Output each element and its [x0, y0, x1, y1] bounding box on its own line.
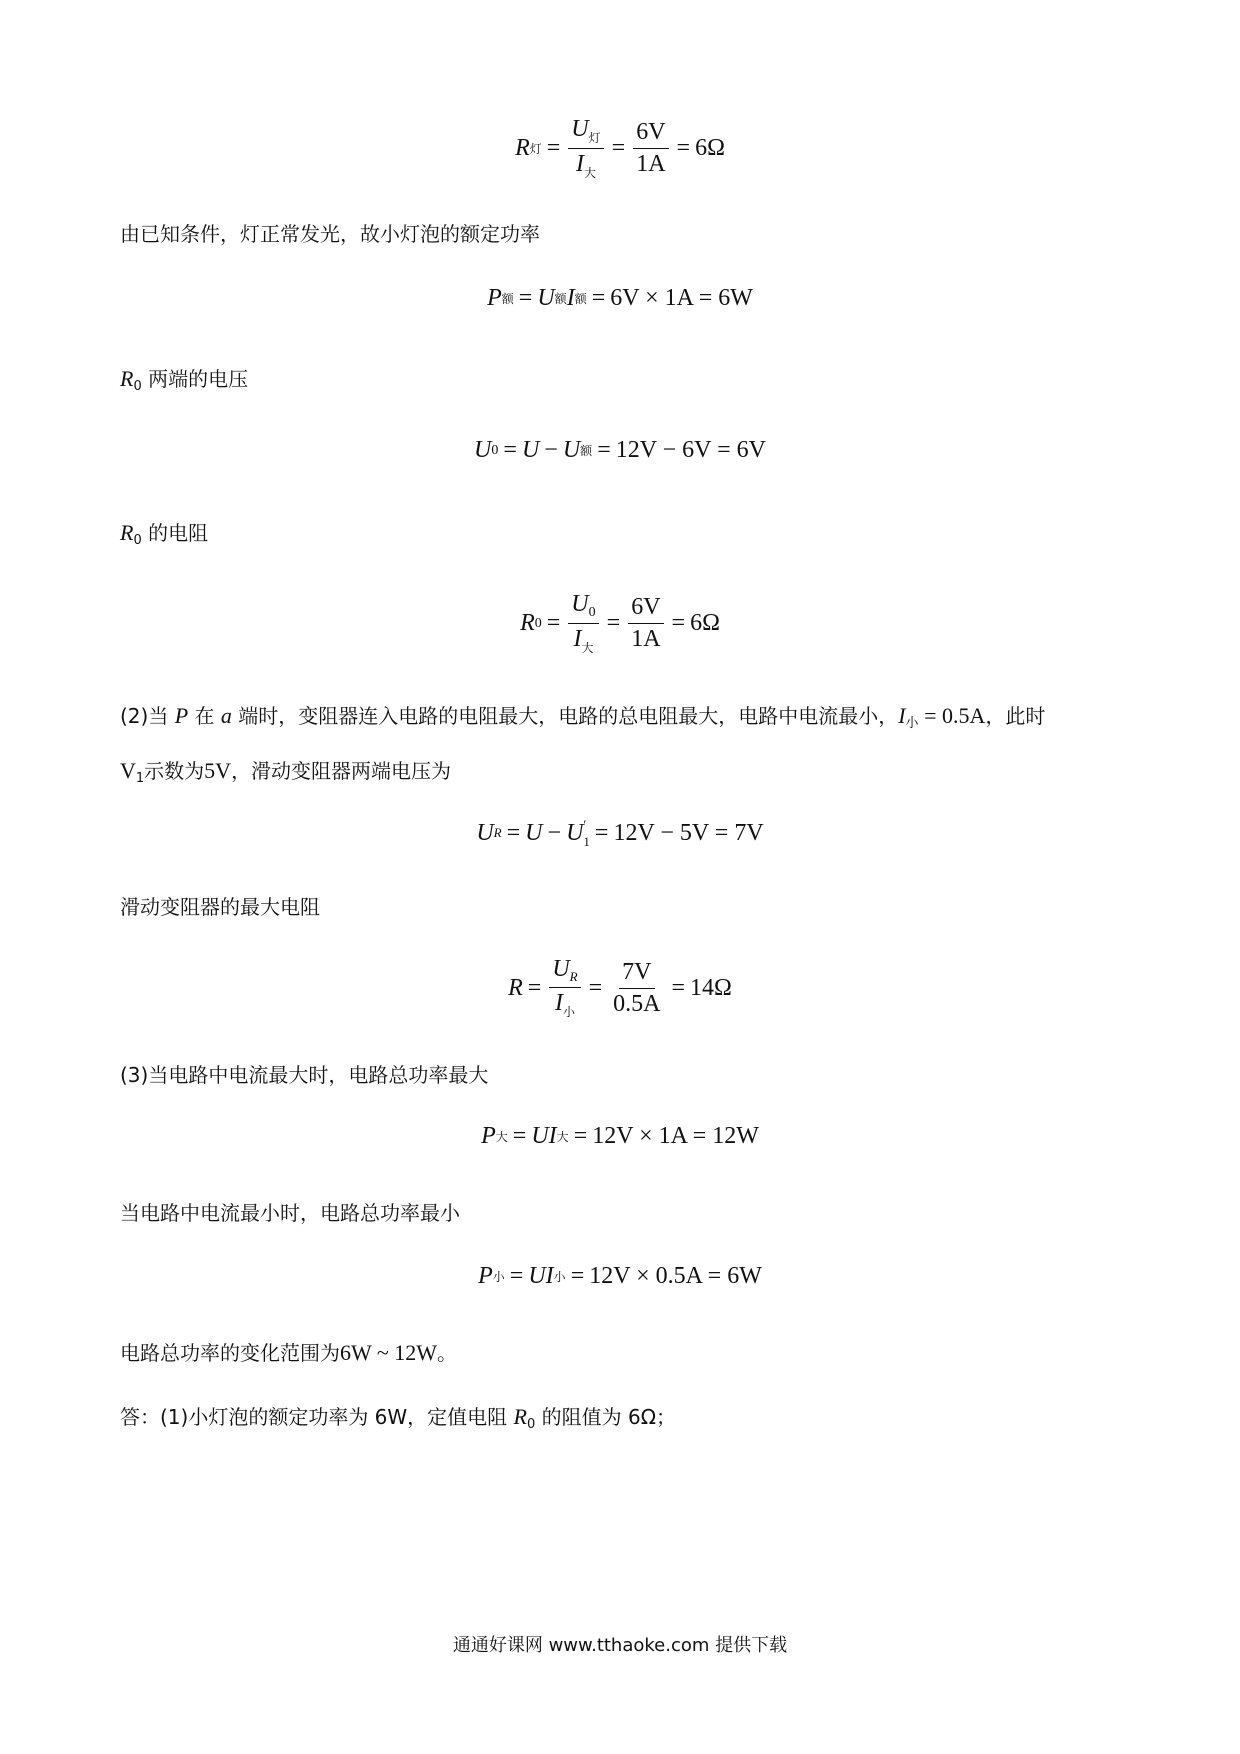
paragraph: [120, 703, 1045, 732]
sub: 额: [580, 444, 593, 458]
var-i: I: [554, 990, 563, 1016]
result: 6Ω: [695, 135, 725, 161]
var-i: I: [898, 703, 906, 728]
var-u: U: [474, 437, 492, 463]
paragraph: [120, 520, 208, 549]
fraction: [568, 116, 603, 181]
paragraph: [120, 1340, 457, 1366]
sub: 额: [574, 292, 587, 306]
text: (2)当: [120, 704, 175, 728]
result: 6Ω: [690, 610, 720, 636]
fraction: [568, 591, 598, 656]
paragraph: 由已知条件，灯正常发光，故小灯泡的额定功率: [120, 222, 540, 246]
fraction: [549, 956, 580, 1020]
sub: 灯: [588, 131, 601, 145]
sub: 0: [534, 615, 542, 631]
sub: 0: [527, 1417, 536, 1432]
var-u: U: [571, 591, 589, 617]
sub: 0: [133, 533, 142, 548]
formula-r-max: R = $\frac{U_R}{I_小}$ = $\frac{7V}{0.5A}$ = 14Ω: [508, 956, 732, 1019]
fraction: [628, 594, 663, 653]
v1-label: V: [120, 758, 136, 783]
var-ui: UI: [531, 1123, 557, 1149]
var-i: I: [566, 285, 575, 311]
denominator: 1A: [631, 626, 661, 652]
formula-p-max: P 大 = UI 大 = 12V × 1A = 12W: [481, 1123, 759, 1149]
text: ，滑动变阻器两端电压为: [231, 759, 452, 783]
var-p: P: [478, 1263, 493, 1289]
text: 两端的电压: [141, 367, 249, 391]
text: 端时，变阻器连入电路的电阻最大，电路的总电阻最大，电路中电流最小，: [231, 704, 899, 728]
sub: 0: [133, 379, 142, 394]
value: = 0.5A: [918, 703, 986, 728]
var-u: U: [537, 285, 555, 311]
sub: 大: [583, 166, 596, 180]
text: ，此时: [985, 704, 1046, 728]
text: 示数为: [144, 759, 205, 783]
sub: 小: [492, 1270, 505, 1284]
sub: 小: [562, 1005, 575, 1019]
var-u: U: [525, 819, 543, 846]
var-u: U: [571, 116, 589, 142]
sub: 1: [583, 834, 590, 849]
var-r: R: [515, 135, 530, 161]
sub: 灯: [529, 142, 542, 156]
result: 12V × 0.5A = 6W: [589, 1263, 762, 1289]
numerator: 6V: [633, 119, 668, 149]
sub: 大: [495, 1130, 508, 1144]
var-u: U: [476, 819, 494, 846]
sub: 大: [581, 641, 594, 655]
var-r: R: [120, 520, 134, 545]
formula-ur: U R = U − U ′ 1 = 12V − 5V = 7V: [476, 817, 764, 849]
var-r: R: [520, 610, 535, 636]
result: 12V × 1A = 12W: [592, 1123, 759, 1149]
text: 答：(1)小灯泡的额定功率为 6W，定值电阻: [120, 1405, 514, 1429]
sub: 小: [553, 1270, 566, 1284]
sub: 1: [135, 771, 145, 786]
prime: ′: [583, 817, 587, 832]
var-ui: UI: [528, 1263, 554, 1289]
var-i: I: [573, 626, 582, 652]
denominator: 1A: [636, 151, 666, 177]
formula-u0: U 0 = U − U 额 = 12V − 6V = 6V: [474, 437, 766, 463]
text: 电路总功率的变化范围为: [120, 1341, 340, 1365]
fraction: [633, 119, 668, 178]
answer-paragraph: [120, 1404, 676, 1433]
sub: 额: [554, 292, 567, 306]
result: 14Ω: [690, 974, 732, 1001]
var-r: R: [120, 366, 134, 391]
paragraph: [120, 366, 248, 395]
var-i: I: [575, 151, 584, 177]
var-u: U: [521, 437, 540, 463]
result: 12V − 6V = 6V: [615, 437, 766, 463]
var-u: U: [562, 437, 581, 463]
var-a: a: [220, 703, 232, 728]
paragraph: [120, 758, 451, 787]
text: 。: [437, 1341, 458, 1365]
sub: 额: [501, 292, 514, 306]
text: 的电阻: [141, 521, 209, 545]
fraction: [610, 959, 663, 1018]
formula-r0: R 0 = $\frac{U_0}{I_大}$ = $\frac{6V}{1A}$ = 6Ω: [520, 591, 720, 655]
sub: 小: [905, 716, 919, 731]
result: 12V − 5V = 7V: [613, 819, 764, 846]
result: 6V × 1A = 6W: [610, 285, 753, 311]
value: 5V: [204, 758, 232, 783]
paragraph: 滑动变阻器的最大电阻: [120, 895, 320, 919]
text: 在: [188, 704, 221, 728]
var-u: U: [552, 956, 570, 982]
numerator: 7V: [619, 959, 654, 989]
var-r: R: [513, 1404, 527, 1429]
sub: 0: [588, 605, 596, 620]
text: 的阻值为 6Ω；: [535, 1405, 677, 1429]
var-p: P: [487, 285, 502, 311]
var-p: P: [481, 1123, 496, 1149]
denominator: 0.5A: [613, 990, 661, 1017]
formula-lamp-resistance: R 灯 = $\frac{U_灯}{I_大}$ = $\frac{6V}{1A}$ = 6Ω: [515, 116, 725, 180]
var-p: P: [174, 703, 189, 728]
var-r: R: [508, 974, 523, 1001]
value: 6W ~ 12W: [340, 1340, 438, 1365]
var-u: U: [566, 819, 584, 846]
page-footer: 通通好课网 www.tthaoke.com 提供下载: [452, 1635, 788, 1656]
sub: 0: [491, 442, 499, 458]
numerator: 6V: [628, 594, 663, 624]
sub: R: [569, 969, 578, 984]
paragraph: 当电路中电流最小时，电路总功率最小: [120, 1201, 460, 1225]
sub: 大: [556, 1130, 569, 1144]
paragraph: (3)当电路中电流最大时，电路总功率最大: [120, 1063, 489, 1087]
sub: R: [493, 825, 502, 840]
formula-p-min: P 小 = UI 小 = 12V × 0.5A = 6W: [478, 1263, 762, 1289]
formula-rated-power: P 额 = U 额 I 额 = 6V × 1A = 6W: [487, 285, 753, 311]
